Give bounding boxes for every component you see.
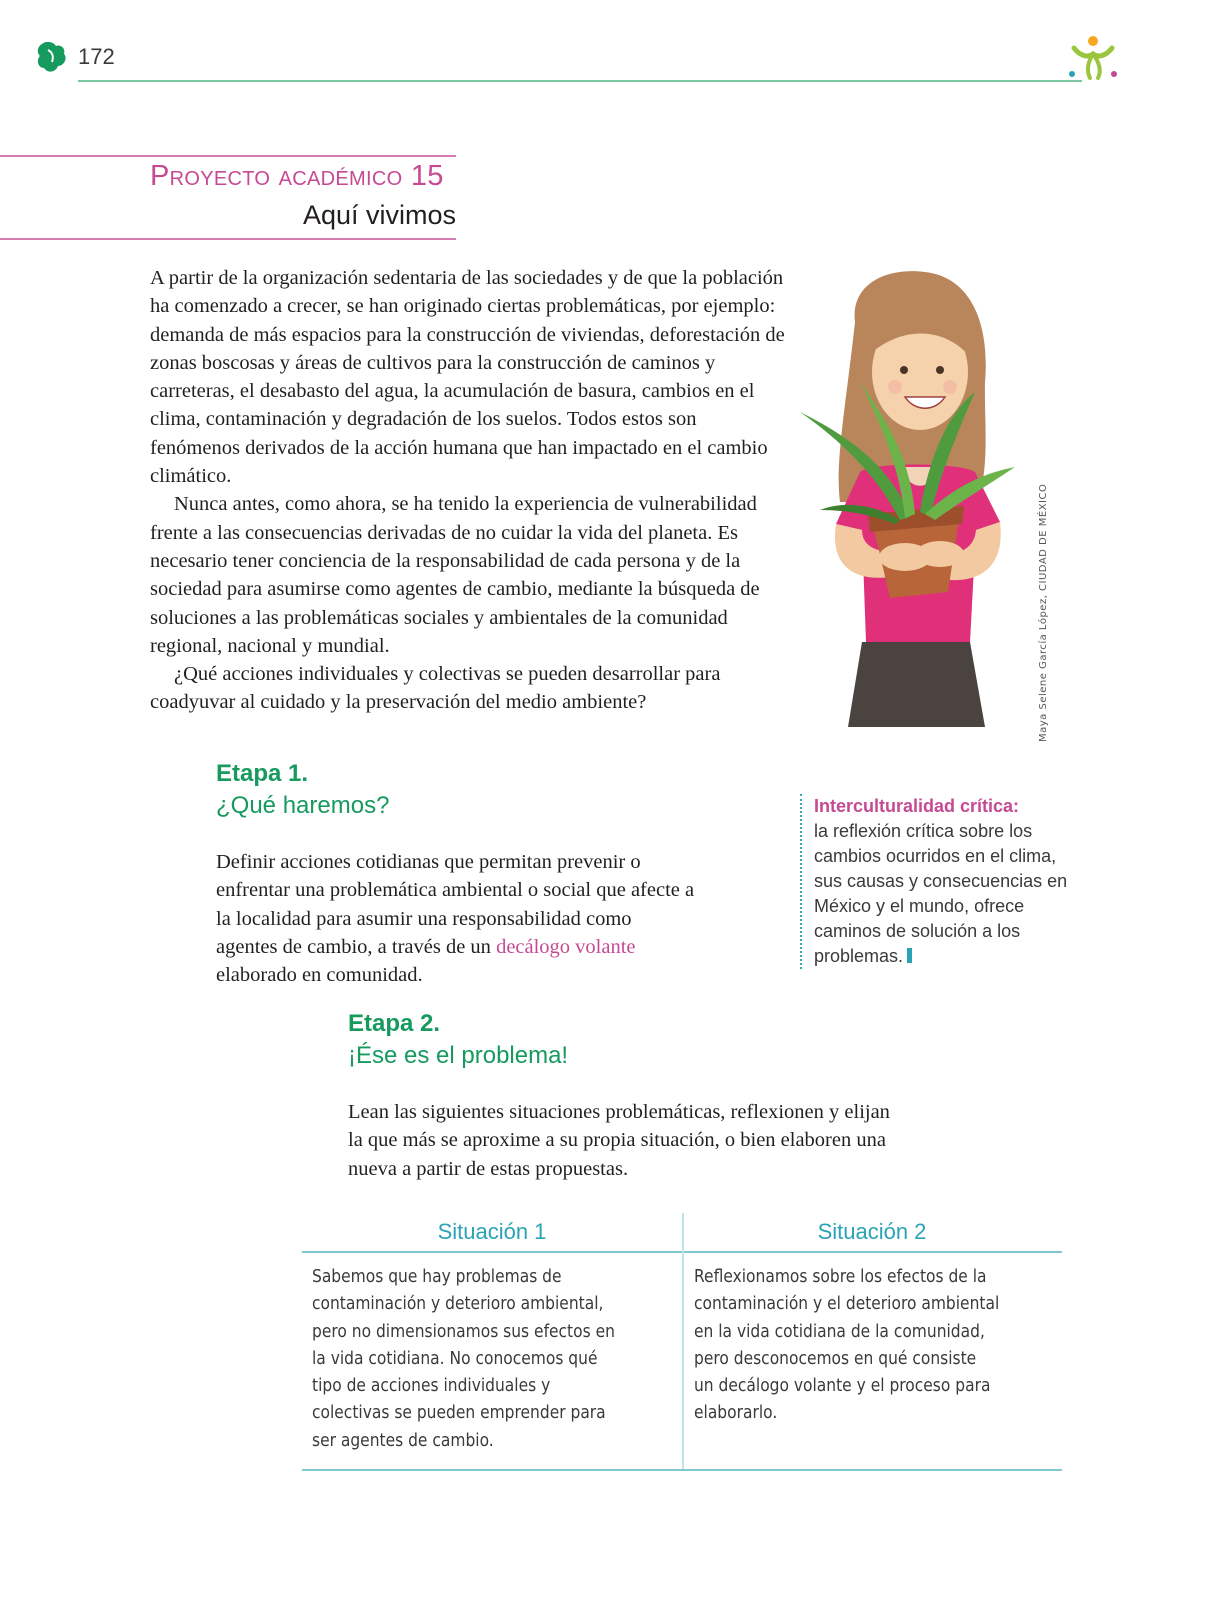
table-column-divider (682, 1213, 684, 1471)
series-logo-icon (1066, 34, 1120, 82)
etapa-1-subtitle: ¿Qué haremos? (216, 792, 390, 819)
etapa-1-section (216, 758, 696, 989)
project-subtitle: Aquí vivimos (302, 200, 456, 230)
glossary-sidebar (800, 794, 1074, 969)
etapa-1-body (216, 848, 696, 989)
project-title: Proyecto académico 15 (150, 160, 444, 192)
glossary-definition-text: la reflexión crítica sobre los cambios ocurridos en el clima, sus causas y consecuencias en México y el mundo, ofrece caminos de solución a los problemas. (814, 821, 1068, 966)
intro-paragraph-2: Nunca antes, como ahora, se ha tenido la experiencia de vulnerabilidad frente a las consecuencias derivadas de no cuidar la vida del planeta. Es necesario tener conciencia de la responsabilidad de cada persona y de la sociedad para asumirse como agentes de cambio, mediante la búsqueda de soluciones a las problemáticas sociales y ambientales de la comunidad regional, nacional y mundial. (150, 493, 760, 657)
table-header-situacion-2: Situación 2 (817, 1219, 927, 1244)
etapa-2-section (348, 1008, 908, 1183)
page-number: 172 (78, 44, 115, 69)
situations-table (302, 1213, 1062, 1471)
table-bottom-rule (302, 1469, 1062, 1471)
etapa-1-body-before: Definir acciones cotidianas que permitan prevenir o enfrentar una problemática ambiental o social que afecte a la localidad para asumir una responsabilidad como agentes de cambio, a través de un (216, 851, 695, 958)
intro-paragraph-1: A partir de la organización sedentaria de las sociedades y de que la población ha comenzado a crecer, se han originado ciertas problemáticas, por ejemplo: demanda de más espacios para la construcción de viviendas, deforestación de zonas boscosas y áreas de cultivos para la construcción de caminos y carreteras, el desabasto del agua, la acumulación de basura, cambios en el clima, contaminación y degradación de los suelos. Todos estos son fenómenos derivados de la acción humana que han impactado en el cambio climático. (150, 267, 785, 488)
etapa-2-body: Lean las siguientes situaciones problemáticas, reflexionen y elijan la que más se aproxime a su propia situación, o bien elaboren una nueva a partir de estas propuestas. (348, 1101, 890, 1180)
illustration-credit: Maya Selene García López, CIUDAD DE MÉXICO (1038, 483, 1049, 742)
etapa-1-body-after: elaborado en comunidad. (216, 964, 423, 987)
title-rule-top (0, 155, 456, 157)
table-cell-situacion-1: Sabemos que hay problemas de contaminación y deterioro ambiental, pero no dimensionamos sus efectos en la vida cotidiana. No conocemos qué tipo de acciones individuales y colectivas se pueden emprender para ser agentes de cambio. (312, 1266, 615, 1451)
book-logo-icon (36, 40, 68, 74)
etapa-1-title: Etapa 1. (216, 760, 309, 787)
girl-with-plant-illustration (800, 262, 1030, 732)
glossary-definition (814, 819, 1074, 969)
etapa-2-title: Etapa 2. (348, 1010, 441, 1037)
intro-text (150, 264, 790, 717)
end-mark-icon (907, 948, 912, 963)
title-rule-bottom (0, 238, 456, 240)
glossary-term: Interculturalidad crítica: (814, 796, 1020, 816)
glossary-term-link[interactable]: decálogo volante (496, 935, 636, 958)
table-header-situacion-1: Situación 1 (437, 1219, 547, 1244)
etapa-2-subtitle: ¡Ése es el problema! (348, 1042, 569, 1069)
header-rule (78, 80, 1082, 82)
table-cell-situacion-2: Reflexionamos sobre los efectos de la contaminación y el deterioro ambiental en la vida cotidiana de la comunidad, pero desconocemos en qué consiste un decálogo volante y el proceso para elaborarlo. (694, 1266, 1000, 1424)
intro-paragraph-3: ¿Qué acciones individuales y colectivas se pueden desarrollar para coadyuvar al cuidado y la preservación del medio ambiente? (150, 663, 721, 714)
